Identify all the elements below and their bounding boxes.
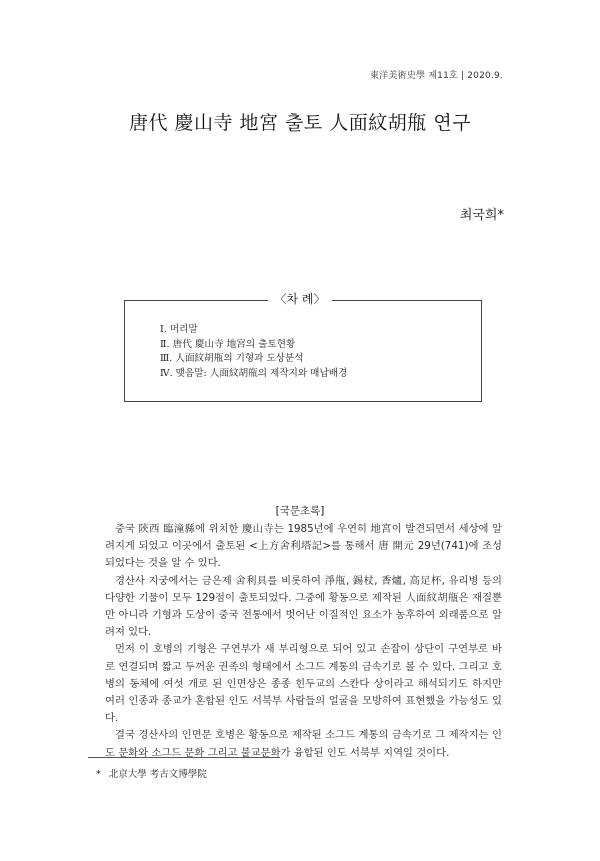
footnote-text: 北京大學 考古文博學院: [108, 769, 207, 780]
abstract-paragraph: 먼저 이 호병의 기형은 구연부가 새 부리형으로 되어 있고 손잡이 상단이 구연부로 바로 연결되며 짧고 두꺼운 권족의 형태에서 소그드 계통의 금속기로 볼 수 있다. 그리고 호병의 동체에 여섯 개로 된 인면상은 종종 힌두교의 스칸다 상이라고 해석되기도 하지만 여러 인종과 종교가 혼합된 인도 서북부 사람들의 얼굴을 모방하여 표현했을 가능성도 있다.: [105, 643, 502, 725]
footnote-divider: [88, 757, 280, 758]
author-name: 최국희*: [459, 208, 504, 223]
abstract-paragraph: 결국 경산사의 인면문 호병은 황동으로 제작된 소그드 계통의 금속기로 그 제작지는 인도 문화와 소그드 문화 그리고 불교문화가 융합된 인도 서북부 지역일 것이다.: [105, 729, 502, 759]
footnote-mark: *: [96, 769, 101, 780]
abstract-paragraph: 중국 陝西 臨潼縣에 위치한 慶山寺는 1985년에 우연히 地宮이 발견되면서 세상에 알려지게 되었고 이곳에서 출토된 <上方舍利塔記>를 통해서 唐 開元 29년(741)에 조성되었다는 것을 알 수 있다.: [105, 523, 502, 570]
toc-item: Ⅱ. 唐代 慶山寺 地宮의 출토현황: [160, 338, 296, 350]
footnote: [96, 766, 207, 780]
toc-list: [160, 323, 347, 381]
abstract-label: [국문초록]: [275, 505, 325, 517]
toc-item: Ⅲ. 人面紋胡甁의 기형과 도상분석: [160, 353, 304, 364]
toc-heading: 〈차 례〉: [268, 290, 332, 307]
toc-item: Ⅳ. 맺음말: 人面紋胡甁의 제작지와 매납배경: [160, 367, 348, 379]
abstract-body: [105, 521, 502, 762]
paper-title: 唐代 慶山寺 地宮 출토 人面紋胡甁 연구: [128, 112, 472, 134]
abstract-paragraph: 경산사 지궁에서는 금은제 舍利具를 비롯하여 淨甁, 錫杖, 香爐, 高足杯, 유리병 등의 다양한 기물이 모두 129점이 출토되었다. 그중에 황동으로 제작된 人面紋胡甁은 재질뿐만 아니라 기형과 도상이 중국 전통에서 벗어난 이질적인 요소가 농후하여 외래품으로 알려져 있다.: [105, 574, 502, 639]
journal-header: 東洋美術史學 제11호 | 2020.9.: [369, 71, 503, 81]
toc-item: Ⅰ. 머리말: [160, 324, 198, 335]
